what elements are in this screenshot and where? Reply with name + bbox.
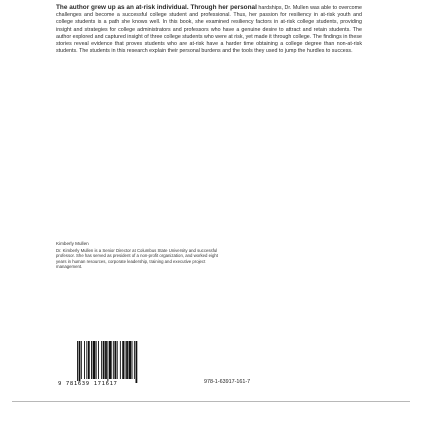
- barcode-bar: [128, 341, 131, 379]
- barcode-bar: [117, 341, 118, 379]
- barcode-bar: [109, 341, 112, 379]
- barcode-bar: [122, 341, 124, 379]
- barcode-bar: [98, 341, 99, 379]
- barcode-bar: [126, 341, 128, 379]
- barcode-bar: [136, 341, 138, 383]
- barcode-bar: [125, 341, 126, 379]
- barcode-bar: [134, 341, 135, 379]
- barcode-digits: 9 781639 171617: [58, 381, 118, 387]
- author-name: Kimberly Mullen: [56, 241, 89, 246]
- barcode-bar: [114, 341, 116, 379]
- description-lead: The author grew up as an at-risk individual. Through her personal: [56, 4, 257, 11]
- author-bio: [56, 241, 226, 270]
- barcode-bar: [86, 341, 87, 379]
- author-bio-text: Dr. Kimberly Mullen is a Senior Director at Columbus State University and successful professor. She has served as president of a non-profit organization, and worked eight years in human resources, corporate leadership, training and executive project management.: [56, 247, 218, 270]
- barcode-bar: [132, 341, 133, 379]
- barcode-bars: [76, 341, 161, 383]
- description-body: hardships, Dr. Mullen was able to overcome challenges and become a successful college student and professional. Thus, her passion for resiliency in at-risk youth and college students is a path she knows well. In this book, she examined resiliency factors in at-risk college students, providing insight and strategies for college administrators and professors who have a genuine desire to attract and retain students. The author explored and captured insight of three college students who were at risk, yet made it through college. The findings in these stories reveal evidence that proves students who are at-risk have a harder time obtaining a college degree than non-at-risk students. The students in this research explain their personal burdens and the tools they used to jump the hurdles to success.: [56, 5, 362, 55]
- isbn-number: 978-1-63917-161-7: [204, 379, 251, 385]
- barcode-bar: [77, 341, 78, 383]
- barcode-bar: [107, 341, 108, 383]
- barcode-bar: [88, 341, 90, 379]
- barcode-bar: [103, 341, 105, 379]
- isbn-barcode: [56, 341, 256, 393]
- barcode-bar: [84, 341, 85, 379]
- barcode-bar: [96, 341, 97, 379]
- barcode-bar: [101, 341, 102, 379]
- barcode-bar: [113, 341, 114, 379]
- barcode-bar: [91, 341, 92, 379]
- barcode-bar: [105, 341, 107, 379]
- barcode-bar: [81, 341, 82, 379]
- barcode-bar: [120, 341, 121, 379]
- book-description: [56, 4, 362, 55]
- footer-divider: [12, 401, 410, 402]
- barcode-bar: [93, 341, 96, 379]
- barcode-bar: [79, 341, 81, 383]
